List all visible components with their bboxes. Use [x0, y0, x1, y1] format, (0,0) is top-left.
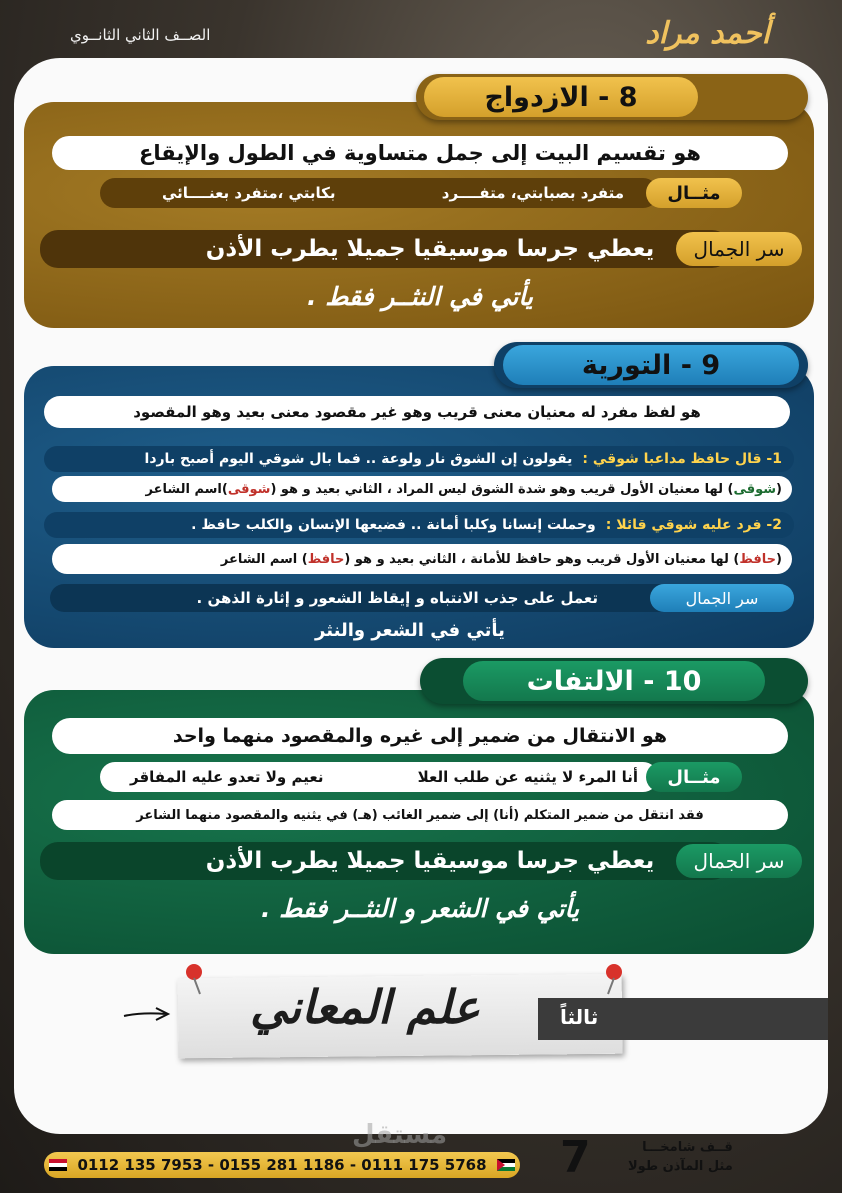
tawriya-secret-label-text: سر الجمال [685, 588, 759, 608]
iltifat-example-label [646, 762, 742, 792]
tawriya-secret-text: تعمل على جذب الانتباه و إيقاظ الشعور و إثارة الذهن . [196, 589, 598, 607]
section-izdiwaj-title [416, 74, 808, 120]
phone-numbers: 0112 135 7953 - 0155 281 1186 - 0111 175 5768 [77, 1156, 487, 1174]
tawriya-example1-bar [44, 446, 794, 472]
palestine-flag-icon [497, 1159, 515, 1171]
iltifat-definition-text: هو الانتقال من ضمير إلى غيره والمقصود منهما واحد [172, 725, 668, 747]
section-tawriya-title-text: 9 - التورية [503, 345, 799, 385]
pushpin-icon [600, 962, 630, 998]
section-izdiwaj-title-text: 8 - الازدواج [424, 77, 698, 117]
izdiwaj-example-label [646, 178, 742, 208]
watermark: مستقل [352, 1120, 448, 1150]
heading-title: علم المعاني [250, 980, 481, 1034]
iltifat-definition [52, 718, 788, 754]
tawriya-usage: يأتي في الشعر والنثر [315, 620, 505, 641]
pushpin-icon [180, 962, 210, 998]
tawriya-ex1-open: ( [776, 481, 782, 497]
izdiwaj-definition [52, 136, 788, 170]
phone-bar [44, 1152, 520, 1178]
iltifat-explanation-text: فقد انتقل من ضمير المتكلم (أنا) إلى ضمير الغائب (هـ) في يثنيه والمقصود منهما الشاعر [136, 807, 704, 823]
izdiwaj-secret-text: يعطي جرسا موسيقيا جميلا يطرب الأذن [205, 236, 655, 262]
tawriya-example2-bar [44, 512, 794, 538]
iltifat-example-bar [100, 762, 658, 792]
tawriya-example2-text: وحملت إنسانا وكلبا أمانة .. فضيعها الإنسان والكلب حافظ . [191, 517, 596, 533]
arrow-icon [122, 1004, 172, 1024]
tawriya-definition [44, 396, 790, 428]
tawriya-ex1-word1: شوقى [733, 481, 777, 497]
section-iltifat-title-text: 10 - الالتفات [463, 661, 765, 701]
section-tawriya-title [494, 342, 808, 388]
iltifat-example-label-text: مثــال [667, 766, 721, 788]
tawriya-ex2-word2: حافظ [307, 551, 345, 567]
tawriya-ex1-end: )اسم الشاعر [145, 481, 228, 497]
tawriya-secret-label [650, 584, 794, 612]
iltifat-secret-text: يعطي جرسا موسيقيا جميلا يطرب الأذن [205, 848, 655, 874]
egypt-flag-icon [49, 1159, 67, 1171]
grade-label: الصــف الثاني الثانــوي [70, 26, 211, 44]
izdiwaj-secret-label-text: سر الجمال [693, 237, 785, 261]
izdiwaj-example-2: بكابتي ،متفرد بعنــــائي [162, 184, 336, 202]
iltifat-secret-label [676, 844, 802, 878]
iltifat-secret-bar [40, 842, 730, 880]
slogan [628, 1138, 733, 1176]
iltifat-secret-label-text: سر الجمال [693, 849, 785, 873]
izdiwaj-secret-bar [40, 230, 730, 268]
tawriya-example2-intro: 2- فرد عليه شوقي قائلا : [605, 517, 782, 533]
heading-label: ثالثاً [560, 1005, 599, 1029]
tawriya-secret-bar [50, 584, 700, 612]
izdiwaj-usage: يأتي في النثــر فقط . [307, 282, 533, 311]
izdiwaj-definition-text: هو تقسيم البيت إلى جمل متساوية في الطول والإيقاع [139, 141, 701, 165]
tawriya-ex2-word1: حافظ [739, 551, 777, 567]
page-number: 7 [560, 1132, 591, 1183]
tawriya-example1-explanation [52, 476, 792, 502]
tawriya-ex2-open: ( [776, 551, 782, 567]
tawriya-example1-intro: 1- قال حافظ مداعبا شوقي : [582, 451, 782, 467]
section-iltifat-title [420, 658, 808, 704]
tawriya-example2-explanation [52, 544, 792, 574]
tawriya-example1-text: يقولون إن الشوق نار ولوعة .. فما بال شوقي اليوم أصبح باردا [144, 451, 573, 467]
tawriya-ex2-mid: ) لها معنيان الأول قريب وهو حافظ للأمانة ، الثاني بعيد و هو ( [344, 551, 740, 567]
tawriya-ex2-end: ) اسم الشاعر [220, 551, 308, 567]
tawriya-ex1-mid: ) لها معنيان الأول قريب وهو شدة الشوق ليس المراد ، الثاني بعيد و هو ( [270, 481, 734, 497]
izdiwaj-example-1: متفرد بصبابتي، متفــــرد [441, 184, 624, 202]
izdiwaj-example-label-text: مثــال [667, 182, 721, 204]
author-logo: أحمد مراد [645, 16, 770, 51]
slogan-line1: قــف شامخـــا [642, 1140, 733, 1155]
tawriya-ex1-word2: شوقى [227, 481, 271, 497]
slogan-line2: مثل المآذن طولا [628, 1159, 733, 1174]
izdiwaj-example-bar [100, 178, 658, 208]
iltifat-example-2: نعيم ولا تعدو عليه المفاقر [130, 768, 324, 786]
iltifat-explanation [52, 800, 788, 830]
izdiwaj-secret-label [676, 232, 802, 266]
iltifat-usage: يأتي في الشعر و النثــر فقط . [260, 894, 580, 923]
iltifat-example-1: أنا المرء لا يثنيه عن طلب العلا [417, 768, 638, 786]
tawriya-definition-text: هو لفظ مفرد له معنيان معنى قريب وهو غير مقصود معنى بعيد وهو المقصود [133, 403, 701, 421]
